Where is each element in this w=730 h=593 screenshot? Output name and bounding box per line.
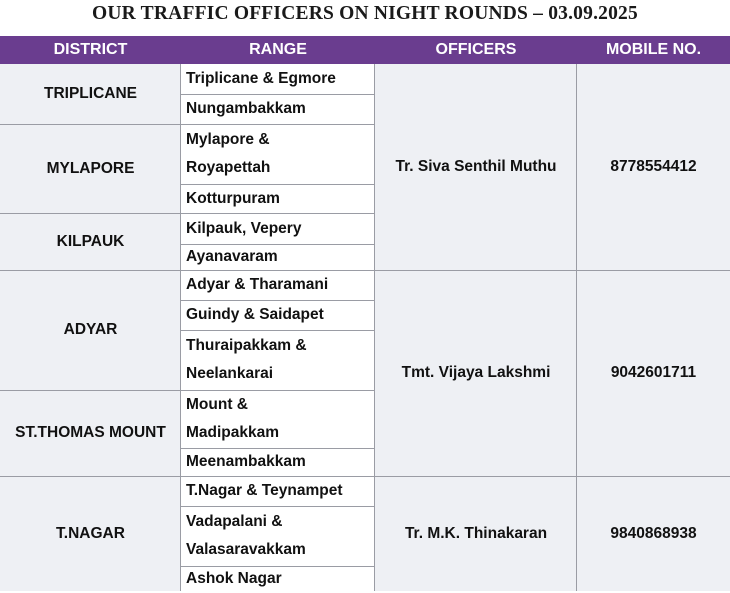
range-cell xyxy=(181,270,375,300)
range-line: Ayanavaram xyxy=(186,243,278,271)
range-line: Valasaravakkam xyxy=(186,536,306,564)
range-line: Kotturpuram xyxy=(186,185,280,213)
range-cell xyxy=(181,566,375,591)
row-divider xyxy=(181,448,375,449)
range-line: T.Nagar & Teynampet xyxy=(186,477,342,505)
range-cell xyxy=(181,300,375,330)
officer-cell: Tr. M.K. Thinakaran xyxy=(375,476,577,591)
range-line: Meenambakkam xyxy=(186,448,306,476)
range-cell xyxy=(181,184,375,214)
district-cell: ST.THOMAS MOUNT xyxy=(0,390,181,476)
header-district: DISTRICT xyxy=(0,36,181,64)
range-cell xyxy=(181,506,375,566)
range-cell xyxy=(181,64,375,94)
column-divider xyxy=(374,64,375,591)
row-divider xyxy=(0,124,375,125)
range-line: Guindy & Saidapet xyxy=(186,301,324,329)
mobile-cell: 8778554412 xyxy=(577,64,730,270)
range-cell xyxy=(181,390,375,448)
row-divider xyxy=(181,94,375,95)
district-cell: TRIPLICANE xyxy=(0,64,181,124)
range-line: Mylapore & xyxy=(186,126,270,154)
range-line: Triplicane & Egmore xyxy=(186,65,336,93)
district-cell: MYLAPORE xyxy=(0,124,181,214)
row-divider xyxy=(181,566,375,567)
row-divider xyxy=(181,330,375,331)
range-cell xyxy=(181,214,375,244)
range-line: Royapettah xyxy=(186,154,270,182)
range-line: Kilpauk, Vepery xyxy=(186,215,301,243)
header-range: RANGE xyxy=(181,36,375,64)
column-divider xyxy=(180,64,181,591)
district-cell: T.NAGAR xyxy=(0,476,181,591)
range-cell xyxy=(181,124,375,184)
page-title: OUR TRAFFIC OFFICERS ON NIGHT ROUNDS – 03.09.2025 xyxy=(0,0,730,32)
row-divider xyxy=(181,184,375,185)
range-cell xyxy=(181,244,375,270)
range-line: Neelankarai xyxy=(186,360,273,388)
range-cell xyxy=(181,476,375,506)
row-divider xyxy=(0,270,730,271)
range-cell xyxy=(181,94,375,124)
range-cell xyxy=(181,330,375,390)
row-divider xyxy=(181,300,375,301)
officer-cell: Tmt. Vijaya Lakshmi xyxy=(375,270,577,476)
range-line: Adyar & Tharamani xyxy=(186,271,328,299)
range-line: Mount & xyxy=(186,391,248,419)
range-line: Thuraipakkam & xyxy=(186,332,307,360)
district-cell: KILPAUK xyxy=(0,214,181,270)
mobile-cell: 9840868938 xyxy=(577,476,730,591)
mobile-cell: 9042601711 xyxy=(577,270,730,476)
row-divider xyxy=(0,390,375,391)
range-line: Vadapalani & xyxy=(186,508,282,536)
header-mobile: MOBILE NO. xyxy=(577,36,730,64)
row-divider xyxy=(0,476,730,477)
range-cell xyxy=(181,448,375,476)
range-line: Madipakkam xyxy=(186,419,279,447)
row-divider xyxy=(0,213,375,214)
row-divider xyxy=(181,244,375,245)
officer-cell: Tr. Siva Senthil Muthu xyxy=(375,64,577,270)
header-officers: OFFICERS xyxy=(375,36,577,64)
district-cell: ADYAR xyxy=(0,270,181,390)
range-line: Nungambakkam xyxy=(186,95,306,123)
range-line: Ashok Nagar xyxy=(186,565,282,593)
row-divider xyxy=(181,506,375,507)
column-divider xyxy=(576,64,577,591)
